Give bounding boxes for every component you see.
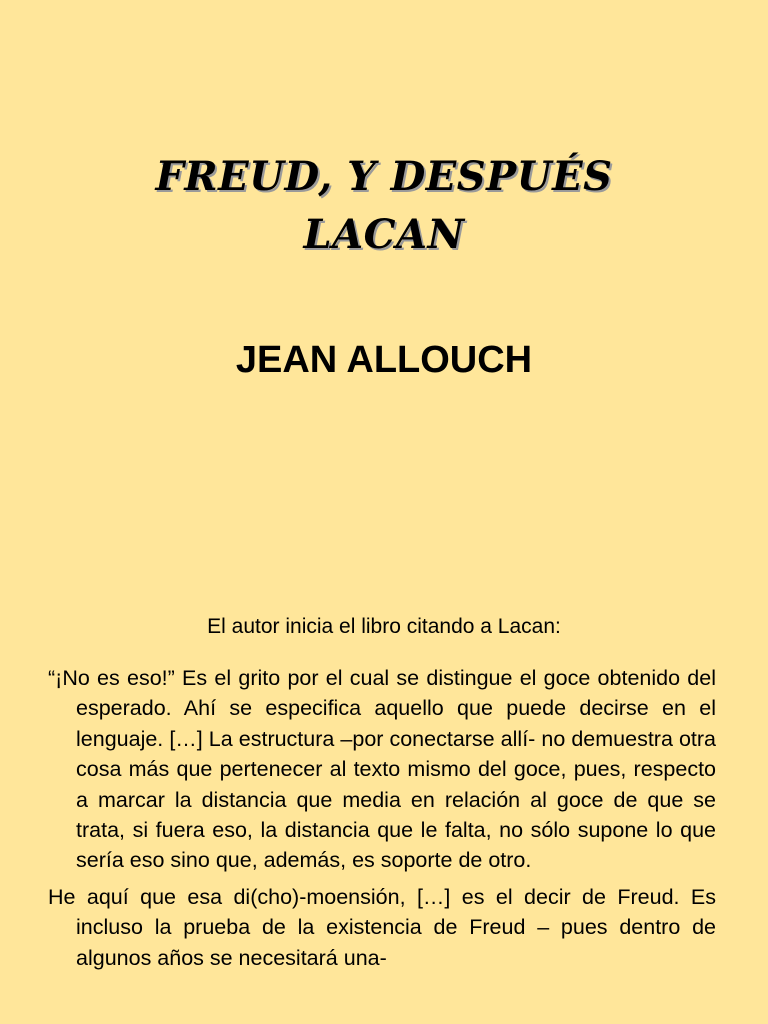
book-title	[0, 148, 768, 264]
book-title-line-1: FREUD, Y DESPUÉS	[155, 153, 613, 200]
author-name: JEAN ALLOUCH	[235, 339, 533, 381]
intro-sentence: El autor inicia el libro citando a Lacan:	[207, 615, 561, 638]
quote-paragraph: “¡No es eso!” Es el grito por el cual se distingue el goce obtenido del esperado. Ahí se especifica aquello que puede decirse en el lenguaje. […] La estructura –por conectarse allí- no demuestra otra cosa más que pertenecer al texto mismo del goce, pues, respecto a marcar la distancia que media en relación al goce de que se trata, si fuera eso, la distancia que le falta, no sólo supone lo que sería eso sino que, además, es soporte de otro.	[48, 666, 716, 873]
book-title-line-2: LACAN	[303, 211, 465, 258]
quoted-text	[48, 663, 716, 979]
quote-paragraph: He aquí que esa di(cho)-moensión, […] es el decir de Freud. Es incluso la prueba de la existencia de Freud – pues dentro de algunos años se necesitará una-	[48, 884, 716, 970]
